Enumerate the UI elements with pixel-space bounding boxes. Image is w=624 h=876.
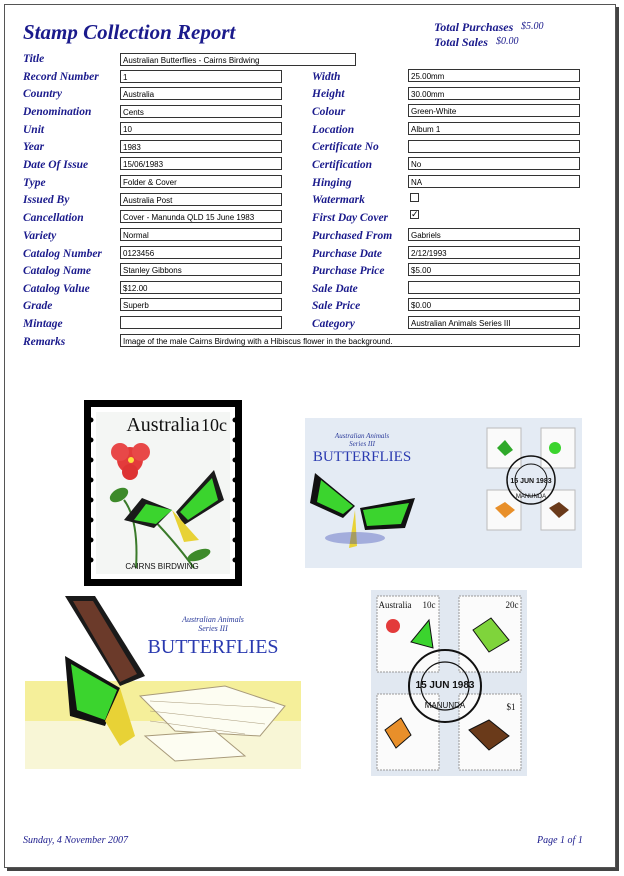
footer-page-number: Page 1 of 1 [537, 835, 583, 846]
height-label: Height [312, 88, 345, 100]
catalog-value-label: Catalog Value [23, 283, 90, 295]
record-number-label: Record Number [23, 71, 99, 83]
remarks-label: Remarks [23, 336, 66, 348]
stamp-caption-text: CAIRNS BIRDWING [125, 562, 199, 571]
country-label: Country [23, 88, 62, 100]
date-of-issue-label: Date Of Issue [23, 159, 89, 171]
mintage-label: Mintage [23, 318, 63, 330]
sale-price-label: Sale Price [312, 300, 361, 312]
grade-label: Grade [23, 300, 53, 312]
block-country-text: Australia [378, 600, 412, 610]
unit-field: 10 [120, 122, 282, 135]
year-field: 1983 [120, 140, 282, 153]
catalog-name-field: Stanley Gibbons [120, 263, 282, 276]
category-field: Australian Animals Series III [408, 316, 580, 329]
block-town-text: MANUNDA [424, 701, 466, 710]
catalog-number-label: Catalog Number [23, 248, 102, 260]
block-denom3-text: $1 [506, 702, 516, 712]
cover-series-text: Australian Animals [334, 432, 390, 440]
height-field: 30.00mm [408, 87, 580, 100]
total-purchases-label: Total Purchases [434, 20, 514, 34]
block-denom1-text: 10c [422, 600, 436, 610]
title-field: Australian Butterflies - Cairns Birdwing [120, 53, 356, 66]
stamp-image [84, 400, 242, 586]
variety-label: Variety [23, 230, 57, 242]
catalog-number-field: 0123456 [120, 246, 282, 259]
stamp-denomination-text: 10c [201, 415, 227, 435]
sale-price-field: $0.00 [408, 298, 580, 311]
total-sales-label: Total Sales [434, 35, 488, 49]
denomination-label: Denomination [23, 106, 92, 118]
block-denom2-text: 20c [505, 600, 519, 610]
first-day-cover-checkbox: ✓ [411, 210, 419, 220]
cover-heading-text: BUTTERFLIES [312, 449, 412, 465]
sale-date-label: Sale Date [312, 283, 358, 295]
cover-image [305, 418, 582, 568]
year-label: Year [23, 141, 45, 153]
catalog-value-field: $12.00 [120, 281, 282, 294]
cancellation-field: Cover - Manunda QLD 15 June 1983 [120, 210, 282, 223]
purchase-date-label: Purchase Date [312, 248, 382, 260]
footer-date: Sunday, 4 November 2007 [23, 835, 128, 846]
date-of-issue-field: 15/06/1983 [120, 157, 282, 170]
purchase-price-label: Purchase Price [312, 265, 385, 277]
cover-postmark-text: 15 JUN 1983 [510, 478, 552, 485]
cancellation-label: Cancellation [23, 212, 84, 224]
folder-image [25, 596, 301, 769]
watermark-checkbox [410, 193, 419, 202]
issued-by-field: Australia Post [120, 193, 282, 206]
purchased-from-field: Gabriels [408, 228, 580, 241]
certification-label: Certification [312, 159, 373, 171]
remarks-field: Image of the male Cairns Birdwing with a Hibiscus flower in the background. [120, 334, 580, 347]
location-label: Location [312, 124, 355, 136]
colour-label: Colour [312, 106, 346, 118]
cover-town-text: MANUNDA [515, 494, 547, 500]
record-number-field: 1 [120, 70, 282, 83]
hinging-field: NA [408, 175, 580, 188]
certificate-no-label: Certificate No [312, 141, 379, 153]
unit-label: Unit [23, 124, 45, 136]
type-field: Folder & Cover [120, 175, 282, 188]
sale-date-field [408, 281, 580, 294]
folder-series-text: Australian Animals [182, 615, 244, 624]
purchased-from-label: Purchased From [312, 230, 393, 242]
report-title: Stamp Collection Report [23, 20, 236, 44]
colour-field: Green-White [408, 104, 580, 117]
stamp-country-text: Australia [126, 414, 200, 436]
country-field: Australia [120, 87, 282, 100]
variety-field: Normal [120, 228, 282, 241]
stamp-block-image [371, 590, 527, 776]
grade-field: Superb [120, 298, 282, 311]
certification-field: No [408, 157, 580, 170]
total-sales-value: $0.00 [496, 36, 519, 47]
block-postmark-text: 15 JUN 1983 [415, 680, 475, 691]
purchase-price-field: $5.00 [408, 263, 580, 276]
purchase-date-field: 2/12/1993 [408, 246, 580, 259]
issued-by-label: Issued By [23, 194, 70, 206]
width-field: 25.00mm [408, 69, 580, 82]
type-label: Type [23, 177, 46, 189]
first-day-cover-label: First Day Cover [312, 212, 389, 224]
mintage-field [120, 316, 282, 329]
location-field: Album 1 [408, 122, 580, 135]
folder-series2-text: Series III [198, 624, 228, 633]
denomination-field: Cents [120, 105, 282, 118]
cover-series2-text: Series III [349, 440, 375, 448]
total-purchases-value: $5.00 [521, 21, 544, 32]
width-label: Width [312, 71, 341, 83]
hinging-label: Hinging [312, 177, 352, 189]
watermark-label: Watermark [312, 194, 365, 206]
title-label: Title [23, 53, 45, 65]
category-label: Category [312, 318, 355, 330]
catalog-name-label: Catalog Name [23, 265, 92, 277]
folder-heading-text: BUTTERFLIES [147, 636, 279, 658]
certificate-no-field [408, 140, 580, 153]
